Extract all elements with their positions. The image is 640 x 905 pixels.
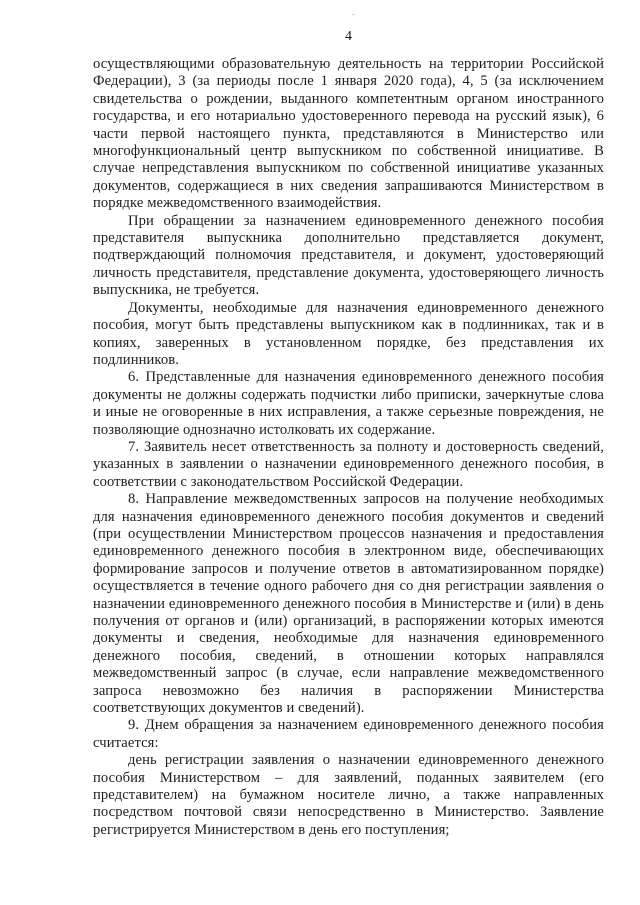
paragraph: 8. Направление межведомственных запросов на получение необходимых для назначения единовременного денежного пособия документов и сведений (при осуществлении Министерством процессов назначения и предоставления единовременного денежного пособия в электронном виде, обеспечивающих формирование запросов и получение ответов в автоматизированном порядке) осуществляется в течение одного рабочего дня со дня регистрации заявления о назначении единовременного денежного пособия в Министерстве и (или) в день получения от органов и (или) организаций, в распоряжении которых имеются документы и сведения, необходимые для назначения единовременного денежного пособия, сведений, в отношении которых направлялся межведомственный запрос (в случае, если направление межведомственного запроса невозможно без наличия в распоряжении Министерства соответствующих документов и сведений).	[93, 491, 604, 717]
document-text-block	[93, 56, 604, 839]
paragraph: 7. Заявитель несет ответственность за полноту и достоверность сведений, указанных в заявлении о назначении единовременного денежного пособия, в соответствии с законодательством Российской Федерации.	[93, 438, 604, 490]
paragraph: Документы, необходимые для назначения единовременного денежного пособия, могут быть представлены выпускником как в подлинниках, так и в копиях, заверенных в установленном порядке, без представления их подлинников.	[93, 299, 604, 368]
paragraph: 9. Днем обращения за назначением единовременного денежного пособия считается:	[93, 717, 604, 751]
paragraph: осуществляющими образовательную деятельность на территории Российской Федерации), 3 (за периоды после 1 января 2020 года), 4, 5 (за исключением свидетельства о рождении, выданного компетентным органом иностранного государства, и его нотариально удостоверенного перевода на русский язык), 6 части первой настоящего пункта, представляются в Министерство или многофункциональный центр выпускником по собственной инициативе. В случае непредставления выпускником по собственной инициативе указанных документов, содержащиеся в них сведения запрашиваются Министерством в порядке межведомственного взаимодействия.	[93, 56, 604, 212]
paragraph: день регистрации заявления о назначении единовременного денежного пособия Министерством – для заявлений, поданных заявителем (его представителем) на бумажном носителе лично, а также направленных посредством почтовой связи непосредственно в Министерство. Заявление регистрируется Министерством в день его поступления;	[93, 752, 604, 838]
paragraph: 6. Представленные для назначения единовременного денежного пособия документы не должны содержать подчистки либо приписки, зачеркнутые слова и иные не оговоренные в них исправления, а также серьезные повреждения, не позволяющие однозначно истолковать их содержание.	[93, 369, 604, 438]
paragraph: При обращении за назначением единовременного денежного пособия представителя выпускника дополнительно представляется документ, подтверждающий полномочия представителя, и документ, удостоверяющий личность представителя, представление документа, удостоверяющего личность выпускника, не требуется.	[93, 212, 604, 299]
page-number: 4	[345, 29, 352, 44]
scan-speck-artifact: .	[352, 7, 355, 17]
